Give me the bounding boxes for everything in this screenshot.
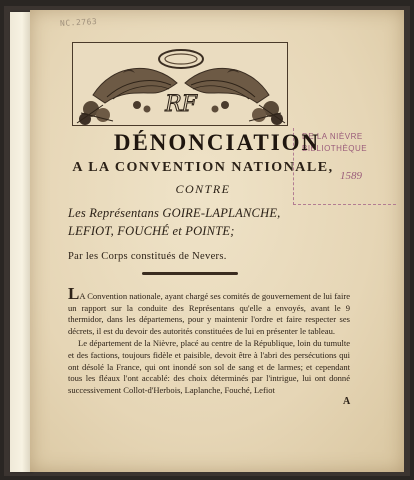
drop-cap: L	[68, 284, 80, 303]
vignette-illustration	[73, 43, 288, 126]
shelfmark-annotation: NC.2763	[59, 17, 98, 28]
title-line-4: Les Représentans GOIRE-LAPLANCHE,	[68, 206, 281, 220]
paragraph-1	[68, 284, 350, 337]
paragraph-2: Le département de la Nièvre, placé au centre de la République, loin du tumulte et des factions, toujours fidèle et paisible, devoit être à l'abri des persécutions qui ont désolé la France, qui ont inondé son sol de sang et de larmes; et cependant tous les fléaux l'ont accablé: des choix déterminés par l'intrigue, lui ont donné successivement Collot-d'Herbois, Laplanche, Fouché, Lefiot	[68, 338, 350, 395]
stamp-line-1: DE LA NIÈVRE	[302, 132, 363, 141]
title-line-6: Par les Corps constitués de Nevers.	[68, 251, 227, 262]
engraved-vignette	[72, 42, 288, 126]
stamp-line-2: BIBLIOTHÈQUE	[302, 144, 368, 153]
svg-text:RF: RF	[165, 92, 197, 117]
page-spine	[10, 12, 32, 472]
separator-rule	[142, 272, 238, 275]
document-title: DÉNONCIATION	[113, 130, 321, 155]
title-line-5: LEFIOT, FOUCHÉ et POINTE;	[68, 224, 235, 238]
title-line-3: CONTRE	[175, 182, 231, 196]
body-text	[68, 284, 350, 396]
paragraph-1-text: A Convention nationale, ayant chargé ses comités de gouvernement de lui faire un rapport sur la conduite des Représentans qu'elle a envoyés, avant le 9 thermidor, dans les départemens, pour y maintenir l'ordre et faire respecter ses décrets, il est du devoir des autorités constituées de lui en présenter le tableau.	[68, 291, 350, 336]
catchword: A	[343, 396, 351, 407]
title-line-2: A LA CONVENTION NATIONALE,	[72, 160, 334, 175]
stamp-number: 1589	[340, 170, 362, 182]
document-page	[30, 10, 404, 472]
